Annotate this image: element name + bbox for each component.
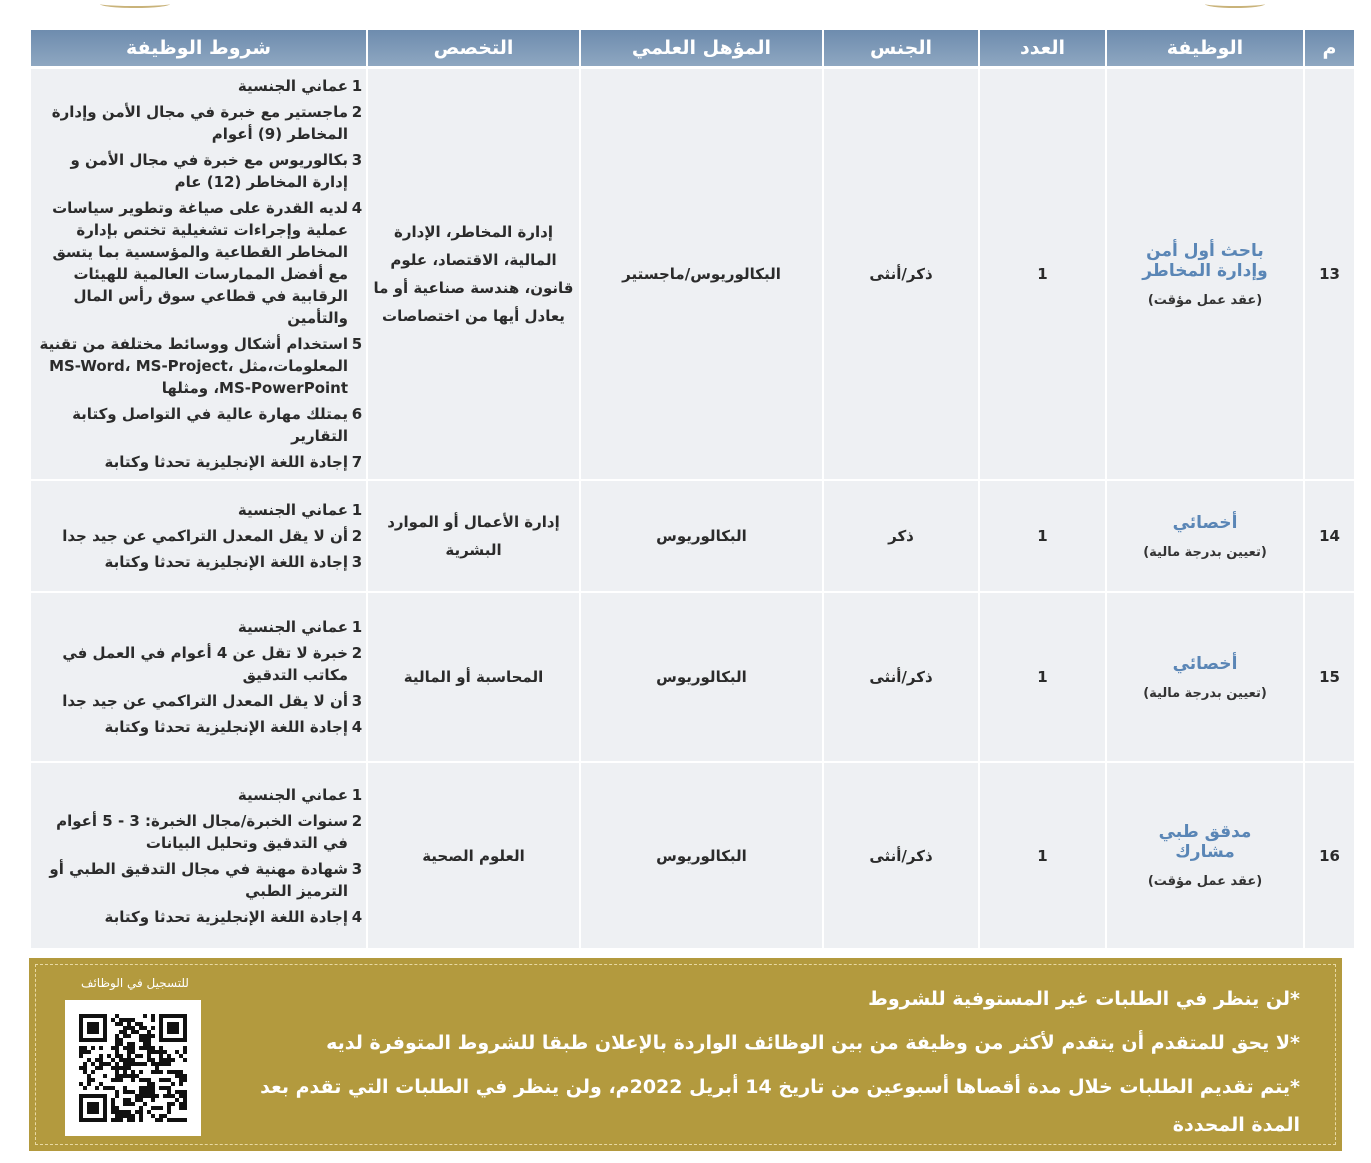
contract-type: (تعيين بدرجة مالية) <box>1143 544 1267 560</box>
contract-type: (عقد عمل مؤقت) <box>1147 874 1263 889</box>
condition-number: 3 <box>351 859 363 878</box>
condition-text: بكالوريوس مع خبرة في مجال الأمن و إدارة المخاطر (12) عام <box>70 151 348 191</box>
conditions-list <box>31 499 366 573</box>
condition-item <box>31 197 366 329</box>
condition-text: عماني الجنسية <box>237 785 348 804</box>
table-row <box>31 761 1354 948</box>
conditions-list <box>31 75 366 473</box>
job-conditions <box>31 761 366 948</box>
job-specialization: المحاسبة أو المالية <box>368 591 579 761</box>
condition-text: أن لا يقل المعدل التراكمي عن جيد جدا <box>62 527 348 545</box>
condition-number: 1 <box>351 501 363 519</box>
notice-panel <box>29 958 1342 1151</box>
table-row <box>31 66 1354 479</box>
header-qualification: المؤهل العلمي <box>581 30 822 66</box>
job-gender: ذكر/أنثى <box>824 591 978 761</box>
condition-text: ماجستير مع خبرة في مجال الأمن وإدارة المخاطر (9) أعوام <box>51 103 348 143</box>
job-count: 1 <box>980 479 1105 591</box>
condition-text: إجادة اللغة الإنجليزية تحدثا وكتابة <box>104 907 348 926</box>
job-conditions <box>31 591 366 761</box>
table-row <box>31 591 1354 761</box>
condition-item <box>31 75 366 97</box>
notice-line-3: *يتم تقديم الطلبات خلال مدة أقصاها أسبوعين من تاريخ 14 أبريل 2022م، ولن ينظر في الطلبات التي تقدم بعد المدة المحددة <box>260 1076 1300 1136</box>
job-gender: ذكر/أنثى <box>824 761 978 948</box>
job-title: أخصائي <box>1172 512 1238 533</box>
job-title-cell <box>1107 591 1303 761</box>
condition-number: 1 <box>351 618 363 636</box>
condition-number: 3 <box>351 151 363 169</box>
condition-number: 1 <box>351 77 363 95</box>
job-title-cell <box>1107 66 1303 479</box>
table-header-row <box>31 30 1354 66</box>
condition-number: 6 <box>351 405 363 423</box>
job-count: 1 <box>980 66 1105 479</box>
top-decoration-left <box>100 0 170 8</box>
job-specialization: إدارة المخاطر، الإدارة المالية، الاقتصاد، علوم قانون، هندسة صناعية أو ما يعادل أيها من اختصاصات <box>368 66 579 479</box>
condition-item <box>31 906 366 928</box>
job-title: أخصائي <box>1172 653 1238 674</box>
job-specialization: إدارة الأعمال أو الموارد البشرية <box>368 479 579 591</box>
condition-text: إجادة اللغة الإنجليزية تحدثا وكتابة <box>104 553 348 571</box>
condition-text: خبرة لا تقل عن 4 أعوام في العمل في مكاتب التدقيق <box>62 644 348 684</box>
condition-text: عماني الجنسية <box>237 501 348 519</box>
condition-text: استخدام أشكال ووسائط مختلفة من تقنية المعلومات،مثل MS-Word، MS-Project، MS-PowerPoint، ومثلها <box>39 335 348 397</box>
job-count: 1 <box>980 761 1105 948</box>
job-qualification: البكالوريوس <box>581 591 822 761</box>
header-count: العدد <box>980 30 1105 66</box>
condition-text: لديه القدرة على صياغة وتطوير سياسات عملية وإجراءات تشغيلية تختص بإدارة المخاطر القطاعية والمؤسسية بما يتسق مع أفضل الممارسات العالمية للهيئات الرقابية في قطاعي سوق رأس المال والتأمين <box>52 199 348 327</box>
job-title-cell <box>1107 761 1303 948</box>
header-specialization: التخصص <box>368 30 579 66</box>
condition-number: 2 <box>351 811 363 830</box>
condition-item <box>31 858 366 902</box>
condition-text: إجادة اللغة الإنجليزية تحدثا وكتابة <box>104 453 348 471</box>
contract-type: (تعيين بدرجة مالية) <box>1143 685 1267 701</box>
job-count: 1 <box>980 591 1105 761</box>
condition-number: 2 <box>351 527 363 545</box>
condition-item <box>31 101 366 145</box>
condition-number: 4 <box>351 199 363 217</box>
condition-number: 4 <box>351 907 363 926</box>
qr-code[interactable] <box>65 1000 201 1136</box>
condition-number: 7 <box>351 453 363 471</box>
qr-label: للتسجيل في الوظائف <box>81 976 189 990</box>
condition-text: عماني الجنسية <box>237 77 348 95</box>
qr-code-icon <box>79 1014 187 1122</box>
condition-text: عماني الجنسية <box>237 618 348 636</box>
job-gender: ذكر/أنثى <box>824 66 978 479</box>
condition-item <box>31 810 366 854</box>
condition-item <box>31 616 366 638</box>
notice-lines <box>250 980 1300 1144</box>
condition-item <box>31 716 366 738</box>
condition-text: سنوات الخبرة/مجال الخبرة: 3 - 5 أعوام في التدقيق وتحليل البيانات <box>56 811 348 852</box>
table-row <box>31 479 1354 591</box>
job-qualification: البكالوريوس <box>581 761 822 948</box>
jobs-table <box>29 30 1356 948</box>
header-no: م <box>1305 30 1354 66</box>
condition-text: شهادة مهنية في مجال التدقيق الطبي أو الترميز الطبي <box>49 859 348 900</box>
condition-item <box>31 451 366 473</box>
condition-number: 2 <box>351 103 363 121</box>
job-conditions <box>31 479 366 591</box>
row-number: 15 <box>1305 591 1354 761</box>
job-conditions <box>31 66 366 479</box>
condition-text: أن لا يقل المعدل التراكمي عن جيد جدا <box>62 692 348 710</box>
notice-line-1: *لن ينظر في الطلبات غير المستوفية للشروط <box>868 988 1300 1010</box>
row-number: 13 <box>1305 66 1354 479</box>
job-qualification: البكالوريوس/ماجستير <box>581 66 822 479</box>
row-number: 14 <box>1305 479 1354 591</box>
condition-text: يمتلك مهارة عالية في التواصل وكتابة التقارير <box>72 405 348 445</box>
condition-number: 2 <box>351 644 363 662</box>
condition-item <box>31 642 366 686</box>
condition-number: 5 <box>351 335 363 353</box>
condition-item <box>31 499 366 521</box>
condition-number: 4 <box>351 718 363 736</box>
job-title: مدقق طبي مشارك <box>1158 822 1252 862</box>
header-conditions: شروط الوظيفة <box>31 30 366 66</box>
job-gender: ذكر <box>824 479 978 591</box>
condition-item <box>31 551 366 573</box>
condition-item <box>31 784 366 806</box>
condition-number: 3 <box>351 553 363 571</box>
header-title: الوظيفة <box>1107 30 1303 66</box>
condition-item <box>31 149 366 193</box>
notice-line-2: *لا يحق للمتقدم أن يتقدم لأكثر من وظيفة من بين الوظائف الواردة بالإعلان طبقا للشروط المتوفرة لديه <box>326 1032 1300 1054</box>
header-gender: الجنس <box>824 30 978 66</box>
condition-item <box>31 525 366 547</box>
condition-item <box>31 690 366 712</box>
condition-number: 3 <box>351 692 363 710</box>
conditions-list <box>31 616 366 738</box>
condition-number: 1 <box>351 785 363 804</box>
conditions-list <box>31 784 366 928</box>
condition-text: إجادة اللغة الإنجليزية تحدثا وكتابة <box>104 718 348 736</box>
condition-item <box>31 403 366 447</box>
job-title: باحث أول أمن وإدارة المخاطر <box>1142 240 1268 281</box>
job-specialization: العلوم الصحية <box>368 761 579 948</box>
contract-type: (عقد عمل مؤقت) <box>1147 292 1263 308</box>
job-qualification: البكالوريوس <box>581 479 822 591</box>
job-title-cell <box>1107 479 1303 591</box>
condition-item <box>31 333 366 399</box>
top-decoration-right <box>1205 0 1265 8</box>
row-number: 16 <box>1305 761 1354 948</box>
